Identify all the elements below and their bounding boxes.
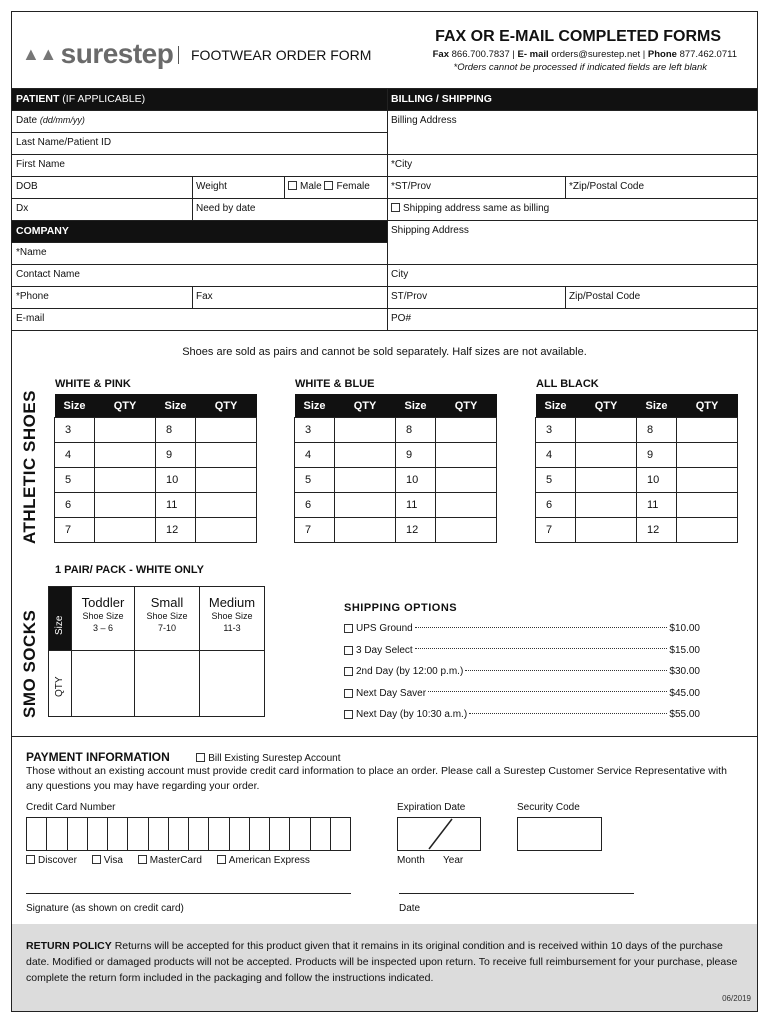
shipping-price: $55.00 [669, 709, 700, 721]
shoe-size: 11 [637, 493, 677, 518]
shoe-qty-input[interactable] [576, 443, 637, 468]
dot-leader [469, 713, 667, 714]
email-label: E- mail [517, 49, 549, 60]
shoe-qty-input[interactable] [436, 493, 497, 518]
shipping-option[interactable] [344, 661, 700, 683]
billing-address-field[interactable]: Billing Address [387, 111, 757, 155]
size-col-header: Size [295, 394, 335, 418]
shoe-size-row [536, 443, 738, 468]
company-name-field[interactable]: *Name [12, 243, 387, 265]
shoe-qty-input[interactable] [576, 418, 637, 443]
logo-mark-icon: ▲▲ [22, 44, 57, 64]
required-note: *Orders cannot be processed if indicated fields are left blank [453, 62, 707, 73]
cc-digit-box[interactable] [27, 818, 47, 850]
shipping-price: $30.00 [669, 666, 700, 678]
cc-digit-box[interactable] [290, 818, 310, 850]
shipping-option[interactable] [344, 704, 700, 726]
sock-size-medium [200, 587, 265, 651]
cc-digit-box[interactable] [189, 818, 209, 850]
dot-leader [415, 627, 668, 628]
shoe-size-row [55, 518, 257, 543]
card-discover[interactable] [26, 855, 77, 866]
socks-table [48, 586, 265, 717]
patient-title: PATIENT [16, 93, 60, 105]
shoe-table-header [55, 394, 257, 418]
sock-size-sub: Shoe Size [82, 611, 124, 621]
order-form-page [11, 11, 758, 1012]
patient-title-suffix: (IF APPLICABLE) [62, 93, 146, 105]
return-policy [12, 924, 757, 1011]
shoe-qty-input[interactable] [335, 468, 396, 493]
sock-qty-small[interactable] [135, 651, 200, 717]
company-fax-field[interactable]: Fax [192, 287, 387, 309]
company-email-field[interactable]: E-mail [12, 309, 387, 331]
shipping-checkbox[interactable] [344, 646, 353, 655]
logo-text: surestep [60, 38, 174, 69]
shoe-size: 11 [396, 493, 436, 518]
mastercard-label: MasterCard [149, 855, 202, 866]
shoe-size: 9 [396, 443, 436, 468]
cc-digit-box[interactable] [68, 818, 88, 850]
shipping-option[interactable] [344, 683, 700, 705]
group-title-white-pink: WHITE & PINK [55, 378, 131, 390]
date-line[interactable] [399, 893, 634, 894]
last-name-field[interactable]: Last Name/Patient ID [12, 133, 387, 155]
sock-size-sub: Shoe Size [146, 611, 188, 621]
shoe-size-row [55, 443, 257, 468]
po-field[interactable]: PO# [387, 309, 757, 331]
size-col-header: Size [396, 394, 436, 418]
male-label: Male [300, 181, 322, 192]
dob-field[interactable]: DOB [12, 177, 192, 199]
shoe-size: 6 [55, 493, 95, 518]
grid-divider [284, 177, 285, 199]
shoe-size: 8 [396, 418, 436, 443]
month-label: Month [397, 855, 425, 866]
shoe-qty-input[interactable] [196, 518, 257, 543]
shipping-city-field[interactable]: City [387, 265, 757, 287]
date-format: (dd/mm/yy) [39, 115, 85, 125]
grid-divider [192, 177, 193, 221]
shoe-size: 8 [156, 418, 196, 443]
shipping-options-title: SHIPPING OPTIONS [344, 602, 458, 614]
shipping-label: Next Day (by 10:30 a.m.) [356, 709, 468, 721]
payment-title: PAYMENT INFORMATION [26, 750, 170, 764]
dot-leader [415, 648, 668, 649]
shoe-size: 6 [536, 493, 576, 518]
shoe-size: 3 [536, 418, 576, 443]
shoe-size: 8 [637, 418, 677, 443]
shoe-size-row [536, 518, 738, 543]
qty-col-header: QTY [677, 394, 738, 418]
socks-qty-row-label [49, 651, 72, 717]
shoe-qty-input[interactable] [95, 443, 156, 468]
cc-digit-box[interactable] [47, 818, 67, 850]
shoe-qty-input[interactable] [576, 468, 637, 493]
grid-divider [565, 287, 566, 309]
same-as-billing-option[interactable] [387, 199, 757, 221]
bill-existing-label: Bill Existing Surestep Account [208, 753, 341, 764]
shipping-zip-field[interactable]: Zip/Postal Code [565, 287, 757, 309]
shoe-size: 3 [295, 418, 335, 443]
athletic-shoes-label: ATHLETIC SHOES [20, 389, 39, 544]
shoe-qty-input[interactable] [95, 468, 156, 493]
shoe-qty-input[interactable] [196, 418, 257, 443]
return-policy-title: RETURN POLICY [26, 940, 112, 952]
shoe-qty-input[interactable] [436, 418, 497, 443]
shoe-qty-input[interactable] [335, 418, 396, 443]
shoe-size: 4 [536, 443, 576, 468]
cc-digit-box[interactable] [209, 818, 229, 850]
payment-instructions: Those without an existing account must provide credit card information to place an order. Please call a Surestep Customer Service Representative with any questions you may have regarding your order. [26, 765, 727, 792]
shoe-size-row [295, 518, 497, 543]
shoe-table-header [295, 394, 497, 418]
shoe-size: 4 [55, 443, 95, 468]
group-title-white-blue: WHITE & BLUE [295, 378, 375, 390]
shoe-size: 3 [55, 418, 95, 443]
sock-qty-toddler[interactable] [72, 651, 135, 717]
shipping-checkbox[interactable] [344, 624, 353, 633]
dot-leader [465, 670, 667, 671]
shipping-price: $45.00 [669, 687, 700, 699]
shoe-table-white-blue [294, 394, 497, 543]
shoe-qty-input[interactable] [436, 468, 497, 493]
security-code-field[interactable] [517, 817, 602, 851]
female-label: Female [336, 181, 370, 192]
shoe-qty-input[interactable] [335, 443, 396, 468]
qty-col-header: QTY [335, 394, 396, 418]
year-label: Year [443, 855, 464, 866]
cc-number-field[interactable] [26, 817, 351, 851]
shoe-size-row [295, 443, 497, 468]
company-header: COMPANY [12, 221, 387, 243]
fax-title: FAX OR E-MAIL COMPLETED FORMS [435, 28, 721, 45]
cc-digit-box[interactable] [108, 818, 128, 850]
shipping-checkbox[interactable] [344, 710, 353, 719]
shipping-checkbox[interactable] [344, 667, 353, 676]
shoe-qty-input[interactable] [95, 418, 156, 443]
socks-qty-label: QTY [54, 676, 65, 697]
shoes-note: Shoes are sold as pairs and cannot be sold separately. Half sizes are not available. [182, 346, 587, 358]
billing-city-field[interactable]: *City [387, 155, 757, 177]
discover-label: Discover [38, 855, 77, 866]
shoe-size-row [55, 493, 257, 518]
cc-digit-box[interactable] [149, 818, 169, 850]
shoe-size: 7 [295, 518, 335, 543]
smo-socks-label: SMO SOCKS [20, 609, 39, 718]
shoe-size: 10 [156, 468, 196, 493]
cc-digit-box[interactable] [331, 818, 350, 850]
cc-digit-box[interactable] [250, 818, 270, 850]
shoe-qty-input[interactable] [95, 518, 156, 543]
shoe-table-all-black [535, 394, 738, 543]
shoe-qty-input[interactable] [196, 468, 257, 493]
socks-pack-note: 1 PAIR/ PACK - WHITE ONLY [55, 564, 204, 576]
shoe-size: 12 [637, 518, 677, 543]
card-amex[interactable] [217, 855, 310, 866]
phone-number: 877.462.0711 [679, 49, 737, 60]
card-visa[interactable] [92, 855, 123, 866]
shoe-qty-input[interactable] [677, 493, 738, 518]
shoe-size: 7 [55, 518, 95, 543]
shipping-label: Next Day Saver [356, 687, 427, 699]
size-col-header: Size [637, 394, 677, 418]
shoe-size: 5 [295, 468, 335, 493]
shoe-table-white-pink [54, 394, 257, 543]
card-mastercard[interactable] [138, 855, 202, 866]
patient-header [12, 89, 387, 111]
sock-size-range: 7-10 [157, 623, 176, 633]
shoe-size: 4 [295, 443, 335, 468]
shoe-size-row [295, 468, 497, 493]
shoe-qty-input[interactable] [677, 518, 738, 543]
shoe-qty-input[interactable] [335, 493, 396, 518]
first-name-field[interactable]: First Name [12, 155, 387, 177]
shipping-option[interactable] [344, 618, 700, 640]
revision-date: 06/2019 [722, 994, 751, 1003]
shoe-size-row [55, 468, 257, 493]
weight-field[interactable]: Weight [192, 177, 284, 199]
security-code-label: Security Code [517, 802, 580, 813]
fax-number: 866.700.7837 [451, 49, 510, 60]
signature-line[interactable] [26, 893, 351, 894]
cc-digit-box[interactable] [169, 818, 189, 850]
need-by-field[interactable]: Need by date [192, 199, 387, 221]
surestep-logo [22, 38, 173, 70]
fax-label: Fax [432, 49, 449, 60]
cc-number-label: Credit Card Number [26, 802, 116, 813]
shoe-size: 12 [396, 518, 436, 543]
form-title: FOOTWEAR ORDER FORM [178, 46, 371, 64]
bill-existing-option[interactable] [196, 753, 340, 764]
company-phone-field[interactable]: *Phone [12, 287, 192, 309]
shoe-size: 11 [156, 493, 196, 518]
size-col-header: Size [55, 394, 95, 418]
shoe-size: 5 [536, 468, 576, 493]
shoe-size: 5 [55, 468, 95, 493]
card-type-options [26, 855, 310, 866]
expiration-slash [397, 817, 481, 851]
shoe-size: 6 [295, 493, 335, 518]
shoe-size: 12 [156, 518, 196, 543]
same-as-billing-checkbox[interactable] [391, 203, 400, 212]
cc-digit-box[interactable] [311, 818, 331, 850]
qty-col-header: QTY [196, 394, 257, 418]
qty-col-header: QTY [95, 394, 156, 418]
shoe-qty-input[interactable] [436, 443, 497, 468]
shipping-label: 2nd Day (by 12:00 p.m.) [356, 666, 464, 678]
shoe-size-row [536, 468, 738, 493]
female-checkbox[interactable] [324, 181, 333, 190]
expiration-field[interactable] [397, 817, 481, 851]
cc-digit-box[interactable] [230, 818, 250, 850]
shoe-qty-input[interactable] [335, 518, 396, 543]
shipping-option[interactable] [344, 640, 700, 662]
amex-label: American Express [228, 855, 310, 866]
billing-st-field[interactable]: *ST/Prov [387, 177, 565, 199]
shipping-price: $10.00 [669, 623, 700, 635]
billing-zip-field[interactable]: *Zip/Postal Code [565, 177, 757, 199]
sock-size-range: 3 – 6 [92, 623, 114, 633]
signature-label: Signature (as shown on credit card) [26, 903, 184, 914]
contact-line: Fax 866.700.7837 | E- mail orders@surestep.net | Phone 877.462.0711 [432, 49, 737, 60]
shoe-size-row [295, 418, 497, 443]
contact-name-field[interactable]: Contact Name [12, 265, 387, 287]
return-policy-text: Returns will be accepted for this product given that it remains in its original condition and is received within 10 days of the purchase date. Modified or damaged products will not be accepted. Products will be inspected upon return. To receive full reimbursement for your purchase, please complete the return form included in the packaging and follow the instructions indicated. [26, 940, 738, 984]
sock-size-name: Small [150, 595, 184, 610]
sock-size-name: Toddler [81, 595, 125, 610]
bill-existing-checkbox[interactable] [196, 753, 205, 762]
shoe-size: 10 [637, 468, 677, 493]
shipping-options-list [344, 618, 700, 726]
sock-size-range: 11-3 [223, 623, 241, 633]
sock-size-name: Medium [208, 595, 256, 610]
sock-size-small [135, 587, 200, 651]
dx-field[interactable]: Dx [12, 199, 192, 221]
billing-header: BILLING / SHIPPING [387, 89, 757, 111]
email-address: orders@surestep.net [551, 49, 641, 60]
shoe-size: 10 [396, 468, 436, 493]
socks-size-row-label [49, 587, 72, 651]
qty-col-header: QTY [576, 394, 637, 418]
shoe-qty-input[interactable] [576, 493, 637, 518]
cc-digit-box[interactable] [128, 818, 148, 850]
amex-checkbox[interactable] [217, 855, 226, 864]
shipping-label: 3 Day Select [356, 644, 413, 656]
shipping-label: UPS Ground [356, 623, 413, 635]
discover-checkbox[interactable] [26, 855, 35, 864]
grid-divider [192, 287, 193, 309]
male-checkbox[interactable] [288, 181, 297, 190]
payment-divider [12, 736, 757, 737]
shipping-price: $15.00 [669, 644, 700, 656]
gender-field [284, 177, 387, 199]
socks-size-label: Size [54, 615, 65, 635]
shoe-qty-input[interactable] [576, 518, 637, 543]
shoe-size: 9 [637, 443, 677, 468]
shoe-qty-input[interactable] [196, 493, 257, 518]
cc-digit-box[interactable] [270, 818, 290, 850]
shoe-qty-input[interactable] [677, 443, 738, 468]
sock-size-toddler [72, 587, 135, 651]
shipping-st-field[interactable]: ST/Prov [387, 287, 565, 309]
shoe-size: 9 [156, 443, 196, 468]
shoe-qty-input[interactable] [436, 518, 497, 543]
shoe-size-row [536, 418, 738, 443]
size-col-header: Size [536, 394, 576, 418]
cc-digit-box[interactable] [88, 818, 108, 850]
visa-checkbox[interactable] [92, 855, 101, 864]
mastercard-checkbox[interactable] [138, 855, 147, 864]
info-grid [12, 88, 757, 324]
visa-label: Visa [103, 855, 123, 866]
sock-size-sub: Shoe Size [211, 611, 253, 621]
phone-label: Phone [647, 49, 677, 60]
shoe-qty-input[interactable] [95, 493, 156, 518]
qty-col-header: QTY [436, 394, 497, 418]
dot-leader [428, 691, 667, 692]
shoe-size-row [55, 418, 257, 443]
shoe-size-row [536, 493, 738, 518]
group-title-all-black: ALL BLACK [536, 378, 599, 390]
date-label: Date [16, 115, 38, 126]
shipping-checkbox[interactable] [344, 689, 353, 698]
same-as-billing-label: Shipping address same as billing [403, 203, 550, 214]
grid-divider [565, 177, 566, 199]
grid-divider [387, 89, 388, 331]
sock-qty-medium[interactable] [200, 651, 265, 717]
signature-date-label: Date [399, 903, 421, 914]
shoe-qty-input[interactable] [677, 468, 738, 493]
size-col-header: Size [156, 394, 196, 418]
shipping-address-field[interactable]: Shipping Address [387, 221, 757, 265]
date-field[interactable] [12, 111, 387, 133]
expiration-label: Expiration Date [397, 802, 466, 813]
shoe-table-header [536, 394, 738, 418]
shoe-qty-input[interactable] [677, 418, 738, 443]
shoe-qty-input[interactable] [196, 443, 257, 468]
shoe-size-row [295, 493, 497, 518]
shoe-size: 7 [536, 518, 576, 543]
